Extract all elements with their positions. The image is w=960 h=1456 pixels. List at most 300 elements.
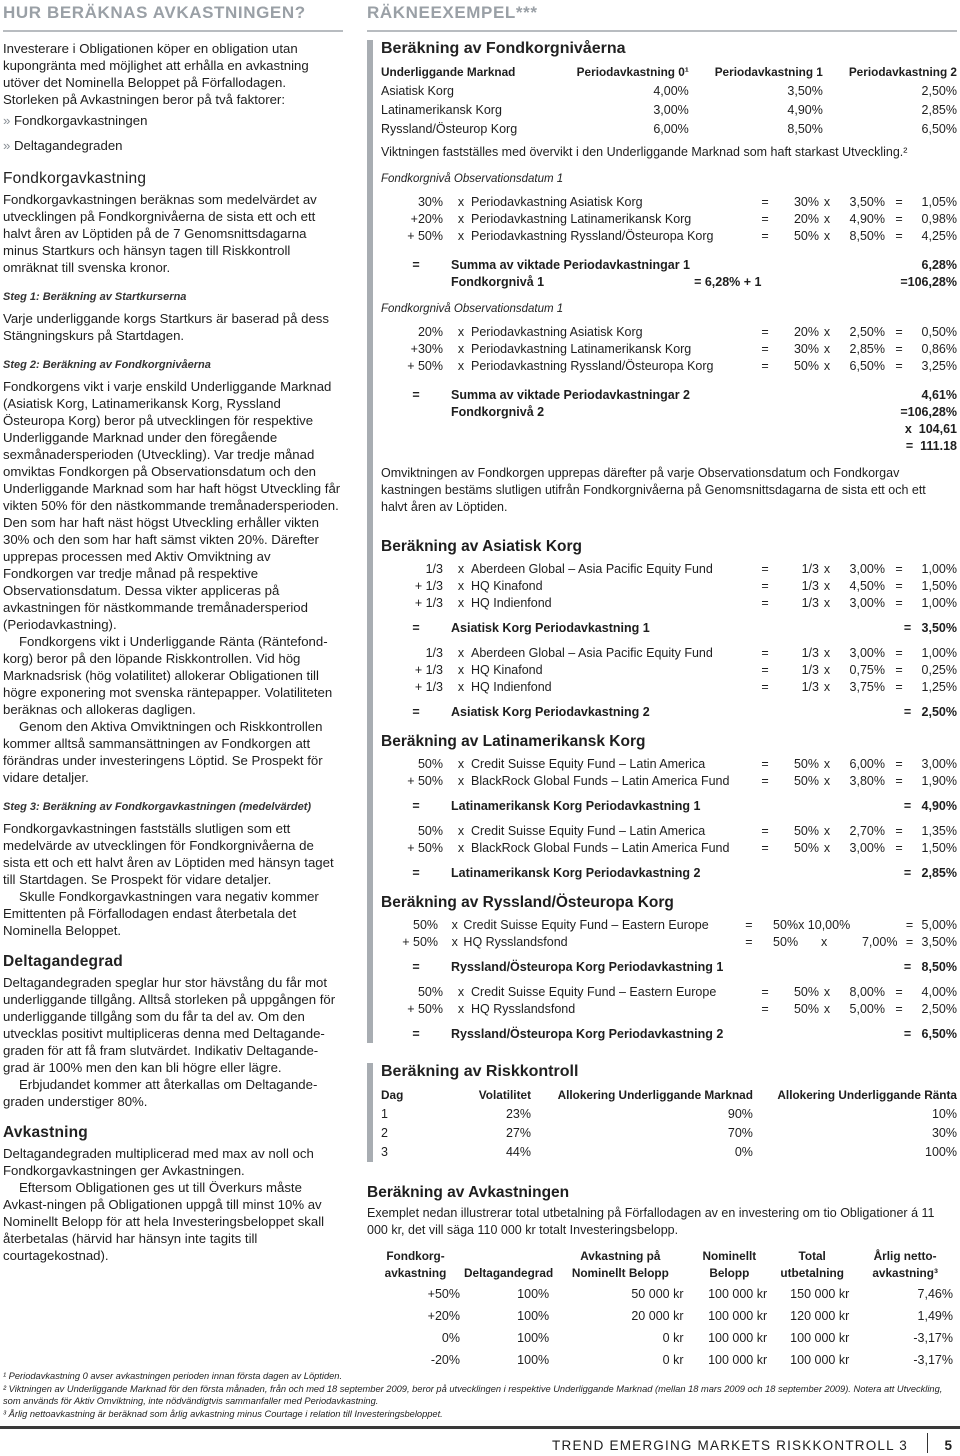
calc-cell: 5,00%	[849, 1002, 885, 1016]
calc-cell: + 1/3	[414, 663, 443, 677]
page-footer	[0, 1426, 960, 1456]
asia1-table	[381, 561, 957, 612]
sum1-table	[381, 257, 957, 291]
reweighting-note: Omviktningen av Fondkorgen upprepas därefter på varje Observationsdatum och Fondkorgav kastningen bestäms slutligen utifrån Fondkorgnivåerna på Genomsnittsdagarna de sista ett och ett halvt åren av Löptiden.	[381, 466, 926, 514]
calc-cell: =	[895, 774, 903, 788]
table-cell: Latinamerikansk Korg	[381, 103, 502, 117]
calc-cell: x	[823, 596, 831, 610]
calc-row	[381, 756, 957, 773]
calc-row	[381, 341, 957, 358]
calc-row	[381, 358, 957, 375]
level1-row	[381, 274, 957, 291]
table-cell: 1,49%	[917, 1309, 953, 1323]
calc-cell: + 50%	[407, 1002, 443, 1016]
table-cell: 4,90%	[787, 103, 823, 117]
calc-cell: 50%	[793, 1002, 819, 1016]
calc-cell: HQ Kinafond	[471, 663, 543, 677]
calc-cell: 3,00%	[849, 841, 885, 855]
spacer	[381, 274, 451, 291]
calc-cell: 1/3	[801, 579, 819, 593]
table-cell: 150 000 kr	[790, 1287, 850, 1301]
bullet-deltagande	[3, 137, 343, 154]
calc-cell: =	[895, 757, 903, 771]
table-header: Fondkorg-avkastning	[384, 1249, 447, 1280]
table-cell: 100%	[925, 1145, 957, 1159]
equals-sign: =	[412, 258, 420, 272]
avk-header-row	[367, 1247, 957, 1283]
paragraph-delta2: Erbjudandet kommer att återkallas om Deltagande-graden understiger 80%.	[3, 1077, 318, 1109]
calc-cell: 50%	[793, 229, 819, 243]
calc-cell: =	[761, 757, 769, 771]
calc-cell: 1,35%	[921, 824, 957, 838]
calc-cell: 1,25%	[921, 680, 957, 694]
asia-sum1-value: = 3,50%	[903, 621, 957, 635]
table-row	[367, 1327, 957, 1349]
calc-cell: 20%	[793, 325, 819, 339]
calc-cell: x	[457, 579, 465, 593]
calc-cell: =	[761, 985, 769, 999]
calc-cell: 50%	[793, 841, 819, 855]
calc-row	[381, 324, 957, 341]
table-cell: 100 000 kr	[708, 1309, 768, 1323]
asia-sum2-label: Asiatisk Korg Periodavkastning 2	[451, 705, 650, 719]
asia2-table	[381, 645, 957, 696]
table-cell: +20%	[427, 1309, 460, 1323]
step1-heading: Steg 1: Beräkning av Startkurserna	[3, 291, 187, 303]
calc-cell: HQ Indienfond	[471, 596, 552, 610]
rus-sum1-value: = 8,50%	[903, 960, 957, 974]
footnote: ³ Årlig nettoavkastning är beräknad som årlig avkastning minus Courtage i relation till Investeringsbeloppet.	[3, 1408, 443, 1419]
calc-cell: 4,00%	[921, 985, 957, 999]
table-header: Periodavkastning 0¹	[576, 65, 689, 79]
table-cell: 0%	[734, 1145, 753, 1159]
calc-row	[381, 917, 957, 934]
calc-cell: x	[823, 663, 831, 677]
fondkorg-header-row	[381, 63, 957, 82]
paragraph-step2b: Fondkorgens vikt i Underliggande Ränta (Räntefond-korg) beror på den löpande Riskkontrollen. Vid hög Marknadsrisk (hög volatilitet) allokerar Obligationen till högre exponering mot svenska räntepapper. Volatiliteten beräknas och allokeras dagligen.	[3, 634, 333, 717]
calc-cell: + 1/3	[414, 596, 443, 610]
level1-value: =106,28%	[900, 275, 957, 289]
calc-cell: =	[761, 579, 769, 593]
calc-cell: x	[457, 757, 465, 771]
calc-cell: 3,75%	[849, 680, 885, 694]
calc-cell: =	[761, 824, 769, 838]
bullet-fondkorg	[3, 112, 343, 129]
calc-cell: =	[895, 359, 903, 373]
latam-sum1-table: = Latinamerikansk Korg Periodavkastning 1 = 4,90%	[412, 799, 957, 813]
calc-cell: x	[457, 663, 465, 677]
section-title-example: RÄKNEEXEMPEL***	[367, 0, 957, 32]
level2-value: =106,28%	[900, 405, 957, 419]
calc-cell: 3,00%	[849, 562, 885, 576]
calc-cell: 1/3	[801, 596, 819, 610]
calc-cell: x	[823, 579, 831, 593]
calc-cell: x	[823, 824, 831, 838]
table-cell: 44%	[505, 1145, 531, 1159]
calc-cell: =	[761, 841, 769, 855]
table-cell: 20 000 kr	[631, 1309, 684, 1323]
calc-cell: =	[761, 212, 769, 226]
calc-cell: 2,70%	[849, 824, 885, 838]
calc-cell: =	[745, 918, 753, 932]
calc-cell: x	[457, 646, 465, 660]
asia-sum1-label: Asiatisk Korg Periodavkastning 1	[451, 621, 650, 635]
calc-cell: 1/3	[801, 646, 819, 660]
calc-cell: Credit Suisse Equity Fund – Eastern Europe	[471, 985, 717, 999]
calc-row	[381, 1001, 957, 1018]
level2-label: Fondkorgnivå 2	[451, 405, 545, 419]
calc-row	[381, 578, 957, 595]
table-cell: 1	[381, 1107, 388, 1121]
calc-cell: 0,86%	[921, 342, 957, 356]
calc-cell: 3,00%	[849, 646, 885, 660]
calc-cell: =	[905, 918, 914, 932]
weighting-note: Viktningen fastställes med övervikt i den Underliggande Marknad som haft starkast Utveckling.²	[381, 145, 908, 159]
table-cell: 100 000 kr	[708, 1287, 768, 1301]
heading-avkastning: Avkastning	[3, 1124, 88, 1141]
calc-cell: x	[451, 935, 458, 949]
table-header: Dag	[381, 1088, 404, 1102]
table-cell: 100 000 kr	[708, 1331, 768, 1345]
table-row	[367, 1349, 957, 1371]
heading-fondkorgavkastning: Fondkorgavkastning	[3, 170, 147, 187]
rus-title: Beräkning av Ryssland/Östeuropa Korg	[381, 894, 674, 911]
risk-box	[367, 1063, 957, 1162]
footnote: ² Viktningen av Underliggande Marknad för den första månaden, från och med 18 september 2009, beror på utvecklingen i respektive Underliggande Marknad (mellan 18 mars 2009 och 18 september 2009). Notera att Utveckling, som används för Aktiv Omviktning, inte nödvändigtvis sammanfaller med Periodavkastning.	[3, 1383, 943, 1406]
rus2-table	[381, 984, 957, 1018]
table-row	[381, 1105, 957, 1124]
calc-cell: +20%	[410, 212, 443, 226]
calc-cell: 50%	[793, 757, 819, 771]
calc-cell: =	[895, 212, 903, 226]
table-cell: 70%	[727, 1126, 753, 1140]
calc-row	[381, 194, 957, 211]
calc-cell: 50%	[417, 985, 443, 999]
calc-cell: 3,50%	[849, 195, 885, 209]
calc-cell: + 50%	[407, 229, 443, 243]
equals-sign: =	[412, 388, 420, 402]
sum1-row	[381, 257, 957, 274]
table-cell: 0 kr	[662, 1353, 684, 1367]
table-header: Volatilitet	[478, 1088, 531, 1102]
calc-cell: 7,00%	[861, 935, 898, 949]
bullet-fondkorg-label: Fondkorgavkastningen	[14, 113, 148, 128]
calc-cell: +30%	[410, 342, 443, 356]
calc-cell: x	[823, 774, 831, 788]
calc-cell: 2,50%	[921, 1002, 957, 1016]
calc-cell: x	[457, 985, 465, 999]
table-cell: Ryssland/Östeurop Korg	[381, 122, 518, 136]
calc-cell: Periodavkastning Ryssland/Östeuropa Korg	[471, 229, 714, 243]
calc-cell: + 50%	[407, 841, 443, 855]
calc-cell: 1,00%	[921, 596, 957, 610]
calc-cell: =	[745, 935, 753, 949]
calc-cell: =	[895, 195, 903, 209]
level2-row	[381, 404, 957, 421]
calc-cell: x	[823, 985, 831, 999]
table-cell: 3	[381, 1145, 388, 1159]
table-cell: 50 000 kr	[631, 1287, 684, 1301]
calc-cell: x	[823, 646, 831, 660]
calc-cell: x	[823, 359, 831, 373]
obs1-heading: Fondkorgnivå Observationsdatum 1	[381, 173, 564, 185]
table-cell: 100%	[517, 1287, 550, 1301]
calc-cell: =	[895, 1002, 903, 1016]
table-cell: -20%	[430, 1353, 460, 1367]
table-header: Allokering Underliggande Marknad	[557, 1088, 753, 1102]
level2-result: = 111.18	[905, 439, 957, 453]
avk-table	[367, 1247, 957, 1371]
calc-cell	[850, 917, 897, 934]
section-title-how: HUR BERÄKNAS AVKASTNINGEN?	[3, 0, 343, 32]
calc-cell: HQ Indienfond	[471, 680, 552, 694]
calc-cell: 50%	[793, 359, 819, 373]
calc-cell: =	[761, 663, 769, 677]
calc-cell: 1,00%	[921, 646, 957, 660]
calc-cell: 1/3	[801, 562, 819, 576]
calc-cell: 1,50%	[921, 841, 957, 855]
sum2-label: Summa av viktade Periodavkastningar 2	[451, 388, 690, 402]
table-cell: 6,50%	[921, 122, 957, 136]
calc-cell: Periodavkastning Latinamerikansk Korg	[471, 212, 692, 226]
calc-cell: 2,85%	[849, 342, 885, 356]
calc-cell: x	[457, 195, 465, 209]
latam-title: Beräkning av Latinamerikansk Korg	[381, 733, 646, 750]
calc-row	[381, 934, 957, 951]
table-cell: 100%	[517, 1331, 550, 1345]
calc-cell: 0,25%	[921, 663, 957, 677]
calc-cell: x	[823, 195, 831, 209]
table-header: Deltagandegrad	[464, 1266, 554, 1280]
calc-cell: 1,05%	[921, 195, 957, 209]
calc-cell: 2,50%	[849, 325, 885, 339]
page-number: 5	[944, 1438, 952, 1453]
avk-section	[367, 1184, 957, 1371]
calc-cell: =	[895, 841, 903, 855]
calc-cell: HQ Rysslandsfond	[463, 935, 568, 949]
table-cell: -3,17%	[913, 1331, 953, 1345]
calc-cell: 1,90%	[921, 774, 957, 788]
calc-cell: 1/3	[801, 663, 819, 677]
table-cell: 30%	[931, 1126, 957, 1140]
table-cell: 0 kr	[662, 1331, 684, 1345]
calc-row	[381, 228, 957, 245]
calc-cell: 1/3	[425, 562, 443, 576]
table-cell: +50%	[427, 1287, 460, 1301]
calc-cell: 20%	[793, 212, 819, 226]
calc-cell: 8,50%	[849, 229, 885, 243]
calc-cell: 50%	[417, 824, 443, 838]
table-cell: 120 000 kr	[790, 1309, 850, 1323]
footer-divider	[927, 1433, 928, 1453]
calc-cell: x 10,00%	[798, 918, 851, 932]
calc-cell: 6,00%	[849, 757, 885, 771]
heading-deltagandegrad: Deltagandegrad	[3, 953, 123, 970]
calc-row	[381, 679, 957, 696]
calc-cell: x	[457, 359, 465, 373]
calc-row	[381, 595, 957, 612]
calc-row	[381, 984, 957, 1001]
latam1-table	[381, 756, 957, 790]
level2-mult-row	[381, 421, 957, 438]
calc-cell: x	[457, 1002, 465, 1016]
calc-cell: =	[761, 1002, 769, 1016]
table-header: Allokering Underliggande Ränta	[777, 1088, 957, 1102]
calc-cell: =	[895, 646, 903, 660]
asia-title: Beräkning av Asiatisk Korg	[381, 538, 582, 555]
fondkorg-table	[381, 63, 957, 139]
table-row	[381, 1143, 957, 1162]
table-cell: 8,50%	[787, 122, 823, 136]
table-row	[367, 1305, 957, 1327]
table-header: Total utbetalning	[780, 1249, 844, 1280]
table-cell: Asiatisk Korg	[381, 84, 454, 98]
calc-cell: 4,50%	[849, 579, 885, 593]
table-header: Årlig netto-avkastning³	[872, 1249, 938, 1280]
avk-title: Beräkning av Avkastningen	[367, 1184, 570, 1201]
calc-cell: =	[895, 562, 903, 576]
table-header: Underliggande Marknad	[381, 65, 516, 79]
paragraph-delta1: Deltagandegraden speglar hur stor hävstång du får mot underliggande tillgång. Alltså storleken på uppgången för underliggande tillgång som du får ta del av. Om den utvecklas positivt multipliceras denna med Deltagande-graden för att få fram slutvärdet. Indikativ Deltagande-grad är 100% men den kan bli högre eller lägre.	[3, 975, 336, 1075]
latam-sum2-value: = 2,85%	[903, 866, 957, 880]
rus-sum2-table: = Ryssland/Östeuropa Korg Periodavkastning 2 = 6,50%	[412, 1027, 957, 1041]
table-cell: 23%	[505, 1107, 531, 1121]
calc-cell: =	[895, 342, 903, 356]
table-cell: 100 000 kr	[708, 1353, 768, 1367]
calc-row	[381, 823, 957, 840]
paragraph-step1: Varje underliggande korgs Startkurs är baserad på dess Stängningskurs på Startdagen.	[3, 311, 329, 343]
risk-title: Beräkning av Riskkontroll	[381, 1063, 579, 1080]
calc-cell: =	[895, 985, 903, 999]
table-cell: 6,00%	[653, 122, 689, 136]
calc-cell: 6,50%	[849, 359, 885, 373]
calc-cell: Periodavkastning Latinamerikansk Korg	[471, 342, 692, 356]
calc-cell: =	[895, 579, 903, 593]
risk-table-body	[381, 1105, 957, 1162]
level1-label: Fondkorgnivå 1 = 6,28% + 1	[451, 275, 762, 289]
calc-cell: Credit Suisse Equity Fund – Latin America	[471, 824, 706, 838]
calc-cell: x	[457, 229, 465, 243]
paragraph-step2c: Genom den Aktiva Omviktningen och Riskkontrollen kommer alltså sammansättningen av Fondkorgen att förändras under investeringens Löptid. Se Prospekt för vidare detaljer.	[3, 719, 323, 785]
calc-cell: x	[457, 325, 465, 339]
calc-cell: =	[761, 596, 769, 610]
obs2-heading: Fondkorgnivå Observationsdatum 1	[381, 303, 564, 315]
rus1-table	[381, 917, 957, 951]
intro-paragraph: Investerare i Obligationen köper en obligation utan kupongränta med möjlighet att erhålla en avkastning utöver det Nominella Beloppet på Förfallodagen.	[3, 41, 309, 90]
table-cell: 100%	[517, 1309, 550, 1323]
spacer	[381, 404, 451, 421]
calc-cell: + 50%	[407, 359, 443, 373]
table-cell: 27%	[505, 1126, 531, 1140]
calc-cell: =	[761, 646, 769, 660]
latam-sum1-value: = 4,90%	[903, 799, 957, 813]
level1-mid: = 6,28% + 1	[694, 275, 762, 289]
calc-cell: =	[761, 562, 769, 576]
calc-cell: x	[823, 841, 831, 855]
calc-cell: =	[895, 325, 903, 339]
calc-cell: 0,50%	[921, 325, 957, 339]
calc-cell: =	[761, 680, 769, 694]
calc-cell: =	[761, 774, 769, 788]
level2-mult: x 104,61	[904, 422, 957, 436]
table-cell: 10%	[931, 1107, 957, 1121]
table-cell: 100%	[517, 1353, 550, 1367]
asia-sum2-table: = Asiatisk Korg Periodavkastning 2 = 2,50%	[412, 705, 957, 719]
sum2-value: 4,61%	[921, 388, 957, 402]
rus-sum2-value: = 6,50%	[903, 1027, 957, 1041]
calc-cell: HQ Kinafond	[471, 579, 543, 593]
calc-cell: x	[823, 229, 831, 243]
paragraph-step3b: Skulle Fondkorgavkastningen vara negativ kommer Emittenten på Förfallodagen endast återbetala det Nominella Beloppet.	[3, 889, 319, 938]
left-column	[3, 0, 343, 1264]
table-cell: 7,46%	[917, 1287, 953, 1301]
rus-sum2-label: Ryssland/Östeuropa Korg Periodavkastning 2	[451, 1027, 724, 1041]
bullet-marker: »	[3, 113, 14, 128]
calc-cell: x	[823, 1002, 831, 1016]
calc-cell: 50%	[773, 918, 799, 932]
calc-cell: =	[895, 680, 903, 694]
calc-cell: + 1/3	[414, 680, 443, 694]
calc-cell: x	[823, 757, 831, 771]
asia-sum1-table: = Asiatisk Korg Periodavkastning 1 = 3,50%	[412, 621, 957, 635]
calc-row	[381, 773, 957, 790]
level2-result-row	[381, 438, 957, 455]
paragraph-step3a: Fondkorgavkastningen fastställs slutligen som ett medelvärde av utvecklingen för Fondkorgnivåerna de sista ett och ett halvt åren av Löptiden med hänsyn taget till Startdagen. Se Prospekt för vidare detaljer.	[3, 821, 334, 887]
calc-cell: =	[895, 596, 903, 610]
calc1-table	[381, 194, 957, 245]
calc-row	[381, 211, 957, 228]
risk-table	[381, 1086, 957, 1162]
step3-heading: Steg 3: Beräkning av Fondkorgavkastningen (medelvärdet)	[3, 801, 312, 813]
calc-cell: 4,25%	[921, 229, 957, 243]
calc-cell: 3,00%	[849, 596, 885, 610]
table-cell: 2	[381, 1126, 388, 1140]
calc-cell: 30%	[417, 195, 443, 209]
calc-cell: x	[823, 562, 831, 576]
bullet-marker: »	[3, 138, 14, 153]
calc-cell: Aberdeen Global – Asia Pacific Equity Fund	[471, 646, 713, 660]
table-row	[367, 1283, 957, 1305]
table-row	[381, 1124, 957, 1143]
calc-cell: =	[895, 824, 903, 838]
calc-cell: 0,75%	[849, 663, 885, 677]
bullet-deltagande-label: Deltagandegraden	[14, 138, 123, 153]
table-header: Nominellt Belopp	[702, 1249, 757, 1280]
table-cell: 4,00%	[653, 84, 689, 98]
calc-cell: =	[895, 663, 903, 677]
table-cell: 90%	[727, 1107, 753, 1121]
avk-table-body	[367, 1283, 957, 1371]
calc-cell: x	[457, 342, 465, 356]
rus-sum1-table: = Ryssland/Östeuropa Korg Periodavkastning 1 = 8,50%	[412, 960, 957, 974]
calc-cell: 50%	[793, 985, 819, 999]
calc-cell: =	[895, 229, 903, 243]
calc-cell: =	[761, 359, 769, 373]
calc-cell: + 1/3	[414, 579, 443, 593]
calc-cell: Periodavkastning Asiatisk Korg	[471, 325, 643, 339]
latam-sum2-label: Latinamerikansk Korg Periodavkastning 2	[451, 866, 701, 880]
table-header: Periodavkastning 1	[714, 65, 823, 79]
sum1-value: 6,28%	[921, 258, 957, 272]
calc-cell: BlackRock Global Funds – Latin America Fund	[471, 774, 730, 788]
calc-cell: x	[451, 918, 458, 932]
calc-cell: Aberdeen Global – Asia Pacific Equity Fund	[471, 562, 713, 576]
right-column	[367, 0, 957, 1371]
calc-cell: + 50%	[407, 774, 443, 788]
table-cell: -3,17%	[913, 1353, 953, 1367]
table-row	[381, 120, 957, 139]
paragraph-step2a: Fondkorgens vikt i varje enskild Underliggande Marknad (Asiatisk Korg, Latinamerikansk Korg, Ryssland Östeuropa Korg) beror på utvecklingen för respektive Underliggande Marknad under den föregående sexmånadersperioden (Utveckling). Var tredje månad omviktas Fondkorgen på Observationsdatum och den Underliggande Marknad som har haft högst Utveckling får vikten 50% för den nästkommande tremånadersperioden. Den som har haft näst högst Utveckling erhåller vikten 30% och den som har haft sämst vikten 20%. Därefter upprepas processen med Aktiv Omviktning av Fondkorgen var tredje månad på respektive Observationsdatum. Dessa vikter appliceras på avkastningen för nästkommande tremånadersperiod (Periodavkastning).	[3, 379, 341, 632]
